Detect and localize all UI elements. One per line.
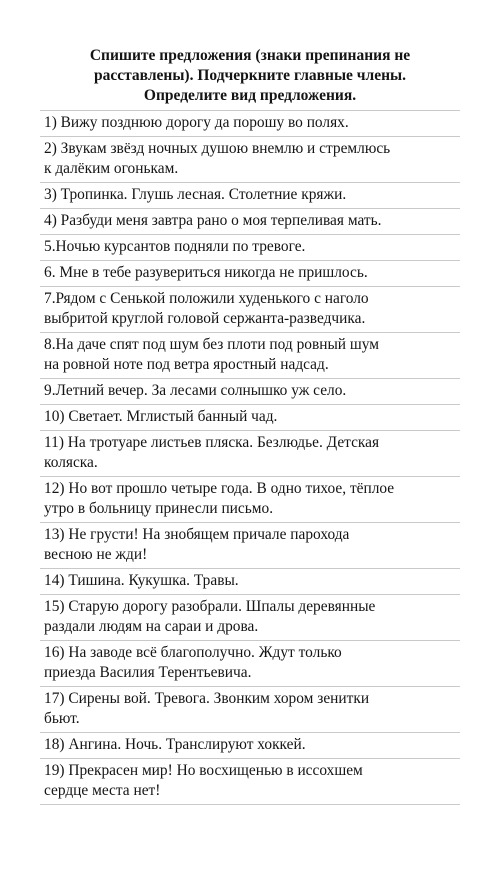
sentence-line: 4) Разбуди меня завтра рано о моя терпеливая мать. [44,212,382,229]
sentence-item [40,261,460,287]
sentence-item [40,687,460,733]
sentence-line: 13) Не грусти! На знобящем причале парохода [44,526,350,543]
sentence-line: коляска. [44,454,98,471]
sentence-line: весною не жди! [44,546,148,563]
sentence-line: утро в больницу принесли письмо. [44,500,274,517]
sentence-line: выбритой круглой головой сержанта-разведчика. [44,310,366,327]
sentence-line: 6. Мне в тебе разувериться никогда не пришлось. [44,264,368,281]
sentence-line: 2) Звукам звёзд ночных душою внемлю и стремлюсь [44,140,391,157]
sentence-line: 8.На даче спят под шум без плоти под ровный шум [44,336,379,353]
sentence-item [40,379,460,405]
sentence-item [40,759,460,805]
sentence-list [40,110,460,805]
sentence-line: 15) Старую дорогу разобрали. Шпалы деревянные [44,598,376,615]
sentence-line: к далёким огонькам. [44,160,179,177]
sentence-line: 9.Летний вечер. За лесами солнышко уж село. [44,382,347,399]
sentence-item [40,477,460,523]
sentence-line: 10) Светает. Мглистый банный чад. [44,408,278,425]
sentence-item [40,523,460,569]
sentence-line: 14) Тишина. Кукушка. Травы. [44,572,239,589]
sentence-item [40,595,460,641]
instruction-line: Определите вид предложения. [143,87,357,104]
sentence-line: 17) Сирены вой. Тревога. Звонким хором зенитки [44,690,370,707]
instruction-line: расставлены). Подчеркните главные члены. [93,67,407,84]
sentence-item [40,287,460,333]
sentence-item [40,405,460,431]
sentence-line: 7.Рядом с Сенькой положили худенького с наголо [44,290,369,307]
sentence-item [40,641,460,687]
sentence-item [40,137,460,183]
sentence-line: 11) На тротуаре листьев пляска. Безлюдье. Детская [44,434,380,451]
sentence-line: 12) Но вот прошло четыре года. В одно тихое, тёплое [44,480,395,497]
sentence-item [40,333,460,379]
sentence-item [40,733,460,759]
sentence-line: приезда Василия Терентьевича. [44,664,252,681]
instruction-line: Спишите предложения (знаки препинания не [89,47,411,64]
sentence-item [40,431,460,477]
sentence-item [40,111,460,137]
sentence-line: 18) Ангина. Ночь. Транслируют хоккей. [44,736,306,753]
sentence-line: 3) Тропинка. Глушь лесная. Столетние кряжи. [44,186,347,203]
sentence-item [40,183,460,209]
sentence-line: бьют. [44,710,80,727]
sentence-item [40,235,460,261]
sentence-item [40,569,460,595]
sentence-item [40,209,460,235]
sentence-line: раздали людям на сараи и дрова. [44,618,259,635]
sentence-line: 5.Ночью курсантов подняли по тревоге. [44,238,306,255]
sentence-line: 1) Вижу позднюю дорогу да порошу во полях. [44,114,349,131]
sentence-line: 16) На заводе всё благополучно. Ждут только [44,644,342,661]
sentence-line: 19) Прекрасен мир! Но восхищенью в иссохшем [44,762,363,779]
sentence-line: сердце места нет! [44,782,161,799]
sentence-line: на ровной ноте под ветра яростный надсад. [44,356,329,373]
task-instructions [40,46,460,110]
